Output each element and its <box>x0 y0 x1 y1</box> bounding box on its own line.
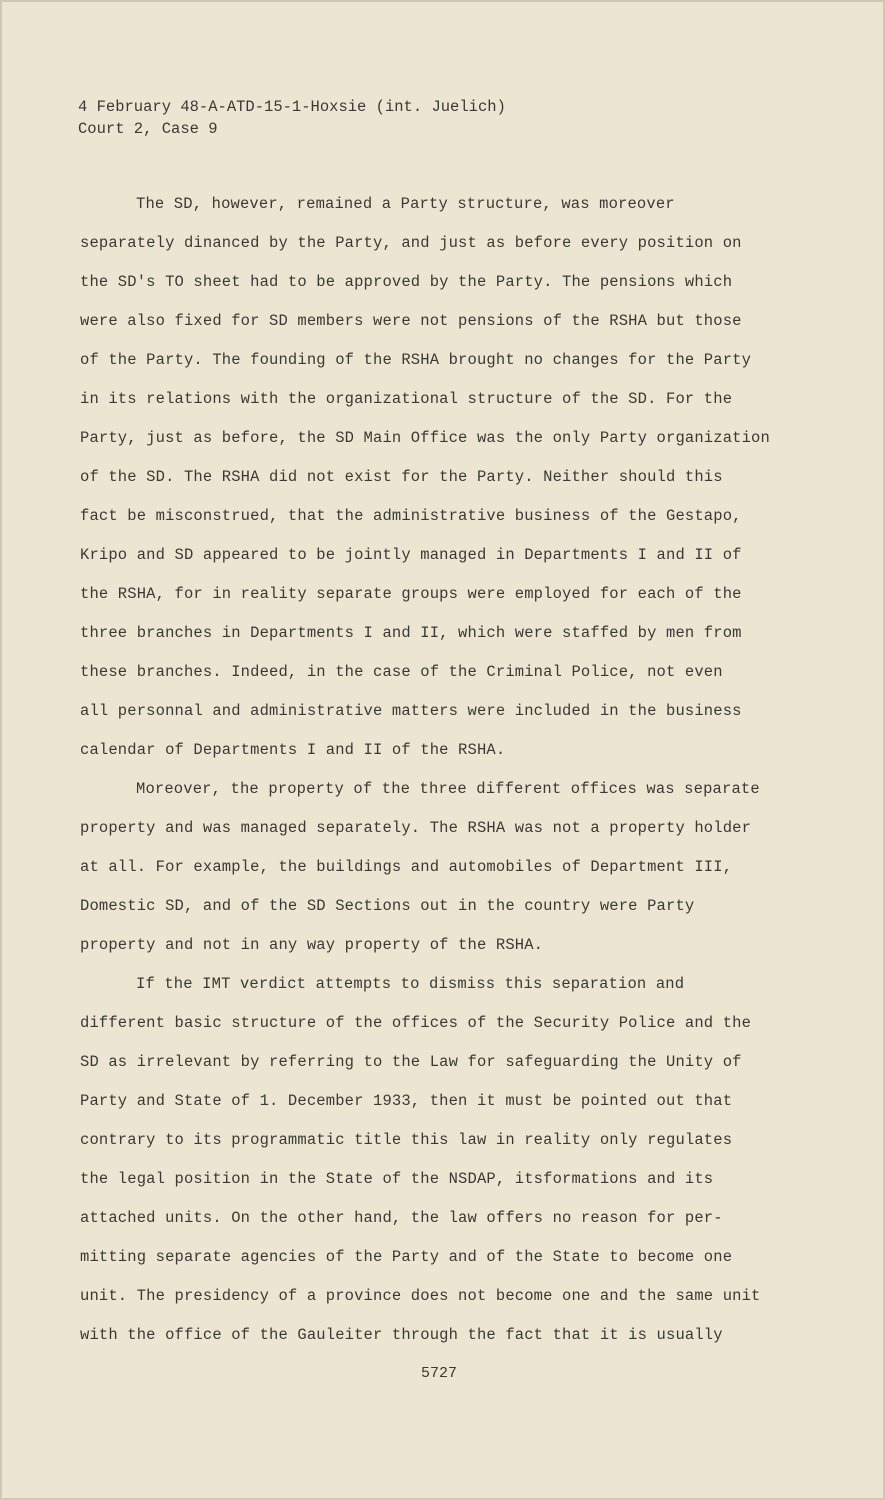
text-line: these branches. Indeed, in the case of the Criminal Police, not even <box>80 663 723 681</box>
page-number: 5727 <box>421 1365 458 1382</box>
text-line: Moreover, the property of the three different offices was separate <box>136 780 760 798</box>
text-line: three branches in Departments I and II, which were staffed by men from <box>80 624 742 642</box>
text-line: the SD's TO sheet had to be approved by the Party. The pensions which <box>80 273 733 291</box>
document-header-court-case: Court 2, Case 9 <box>78 120 218 138</box>
text-line: of the SD. The RSHA did not exist for the Party. Neither should this <box>80 468 723 486</box>
text-line: Party and State of 1. December 1933, then it must be pointed out that <box>80 1092 733 1110</box>
text-line: the RSHA, for in reality separate groups were employed for each of the <box>80 585 742 603</box>
text-line: calendar of Departments I and II of the RSHA. <box>80 741 506 759</box>
text-line: If the IMT verdict attempts to dismiss this separation and <box>136 975 685 993</box>
text-line: different basic structure of the offices of the Security Police and the <box>80 1014 752 1032</box>
text-line: fact be misconstrued, that the administrative business of the Gestapo, <box>80 507 742 525</box>
text-line: The SD, however, remained a Party structure, was moreover <box>136 195 675 213</box>
text-line: attached units. On the other hand, the law offers no reason for per- <box>80 1209 723 1227</box>
text-line: property and was managed separately. The RSHA was not a property holder <box>80 819 752 837</box>
document-header-reference: 4 February 48-A-ATD-15-1-Hoxsie (int. Juelich) <box>78 98 506 116</box>
text-line: unit. The presidency of a province does not become one and the same unit <box>80 1287 761 1305</box>
text-line: at all. For example, the buildings and automobiles of Department III, <box>80 858 733 876</box>
text-line: mitting separate agencies of the Party and of the State to become one <box>80 1248 733 1266</box>
text-line: all personnal and administrative matters were included in the business <box>80 702 742 720</box>
text-line: contrary to its programmatic title this law in reality only regulates <box>80 1131 733 1149</box>
text-line: with the office of the Gauleiter through the fact that it is usually <box>80 1326 723 1344</box>
text-line: Party, just as before, the SD Main Office was the only Party organization <box>80 429 770 447</box>
text-line: separately dinanced by the Party, and just as before every position on <box>80 234 742 252</box>
text-line: Domestic SD, and of the SD Sections out in the country were Party <box>80 897 695 915</box>
text-line: Kripo and SD appeared to be jointly managed in Departments I and II of <box>80 546 742 564</box>
text-line: were also fixed for SD members were not pensions of the RSHA but those <box>80 312 742 330</box>
text-line: SD as irrelevant by referring to the Law for safeguarding the Unity of <box>80 1053 742 1071</box>
text-line: of the Party. The founding of the RSHA brought no changes for the Party <box>80 351 752 369</box>
text-line: property and not in any way property of the RSHA. <box>80 936 544 954</box>
text-line: in its relations with the organizational structure of the SD. For the <box>80 390 733 408</box>
text-line: the legal position in the State of the NSDAP, itsformations and its <box>80 1170 714 1188</box>
